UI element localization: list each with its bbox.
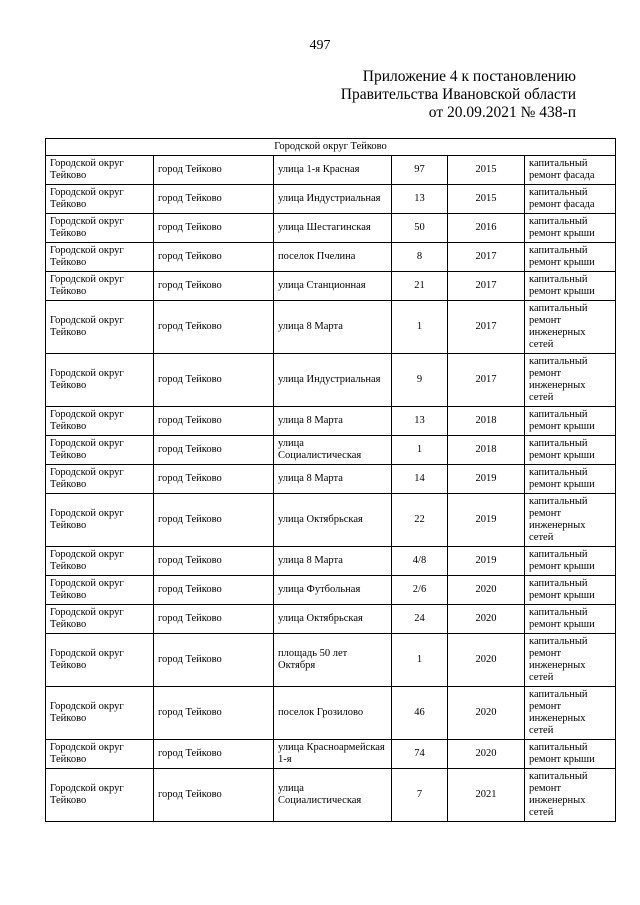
cell-year: 2017 [448, 301, 525, 354]
cell-town: город Тейково [154, 687, 274, 740]
cell-district: Городской округ Тейково [46, 769, 154, 822]
page-number: 497 [309, 38, 331, 53]
cell-town: город Тейково [154, 740, 274, 769]
cell-street: улица Шестагинская [274, 214, 392, 243]
cell-street: улица Социалистическая [274, 769, 392, 822]
table-row [46, 605, 616, 634]
cell-town: город Тейково [154, 407, 274, 436]
cell-work-type: капитальный ремонт крыши [525, 214, 616, 243]
cell-house-number: 8 [392, 243, 448, 272]
cell-street: улица Октябрьская [274, 605, 392, 634]
cell-year: 2018 [448, 436, 525, 465]
cell-town: город Тейково [154, 494, 274, 547]
cell-work-type: капитальный ремонт инженерных сетей [525, 301, 616, 354]
cell-year: 2020 [448, 634, 525, 687]
cell-district: Городской округ Тейково [46, 465, 154, 494]
table-row [46, 465, 616, 494]
cell-street: улица 8 Марта [274, 301, 392, 354]
table-row [46, 301, 616, 354]
cell-house-number: 4/8 [392, 547, 448, 576]
cell-town: город Тейково [154, 465, 274, 494]
cell-work-type: капитальный ремонт инженерных сетей [525, 687, 616, 740]
cell-district: Городской округ Тейково [46, 687, 154, 740]
table-row [46, 494, 616, 547]
cell-town: город Тейково [154, 243, 274, 272]
table-row [46, 156, 616, 185]
cell-year: 2019 [448, 547, 525, 576]
cell-street: улица Красноармейская 1-я [274, 740, 392, 769]
cell-work-type: капитальный ремонт крыши [525, 272, 616, 301]
cell-work-type: капитальный ремонт крыши [525, 436, 616, 465]
cell-work-type: капитальный ремонт крыши [525, 605, 616, 634]
cell-district: Городской округ Тейково [46, 634, 154, 687]
cell-street: улица 1-я Красная [274, 156, 392, 185]
cell-work-type: капитальный ремонт инженерных сетей [525, 769, 616, 822]
cell-work-type: капитальный ремонт фасада [525, 185, 616, 214]
cell-house-number: 9 [392, 354, 448, 407]
cell-year: 2015 [448, 156, 525, 185]
cell-house-number: 46 [392, 687, 448, 740]
cell-house-number: 50 [392, 214, 448, 243]
cell-district: Городской округ Тейково [46, 301, 154, 354]
cell-year: 2020 [448, 687, 525, 740]
cell-year: 2019 [448, 494, 525, 547]
cell-house-number: 13 [392, 407, 448, 436]
cell-town: город Тейково [154, 547, 274, 576]
cell-house-number: 97 [392, 156, 448, 185]
cell-district: Городской округ Тейково [46, 156, 154, 185]
table-row [46, 634, 616, 687]
cell-district: Городской округ Тейково [46, 436, 154, 465]
table-row [46, 185, 616, 214]
cell-district: Городской округ Тейково [46, 272, 154, 301]
cell-district: Городской округ Тейково [46, 605, 154, 634]
cell-town: город Тейково [154, 301, 274, 354]
cell-street: улица Октябрьская [274, 494, 392, 547]
cell-year: 2020 [448, 576, 525, 605]
cell-house-number: 74 [392, 740, 448, 769]
table-row [46, 436, 616, 465]
cell-house-number: 1 [392, 301, 448, 354]
group-header-row [46, 139, 616, 156]
table-row [46, 407, 616, 436]
cell-district: Городской округ Тейково [46, 185, 154, 214]
table-row [46, 547, 616, 576]
appendix-header [341, 68, 576, 122]
cell-work-type: капитальный ремонт инженерных сетей [525, 634, 616, 687]
cell-street: улица 8 Марта [274, 465, 392, 494]
cell-house-number: 7 [392, 769, 448, 822]
table-row [46, 687, 616, 740]
cell-town: город Тейково [154, 634, 274, 687]
cell-street: улица 8 Марта [274, 547, 392, 576]
table-row [46, 576, 616, 605]
cell-year: 2020 [448, 605, 525, 634]
cell-house-number: 13 [392, 185, 448, 214]
cell-year: 2018 [448, 407, 525, 436]
cell-work-type: капитальный ремонт инженерных сетей [525, 494, 616, 547]
cell-district: Городской округ Тейково [46, 576, 154, 605]
appendix-line-2: Правительства Ивановской области [340, 86, 576, 103]
cell-house-number: 24 [392, 605, 448, 634]
cell-district: Городской округ Тейково [46, 740, 154, 769]
cell-house-number: 2/6 [392, 576, 448, 605]
table-row [46, 769, 616, 822]
cell-town: город Тейково [154, 769, 274, 822]
cell-town: город Тейково [154, 214, 274, 243]
cell-district: Городской округ Тейково [46, 354, 154, 407]
cell-house-number: 1 [392, 634, 448, 687]
cell-district: Городской округ Тейково [46, 214, 154, 243]
cell-work-type: капитальный ремонт инженерных сетей [525, 354, 616, 407]
cell-year: 2020 [448, 740, 525, 769]
cell-work-type: капитальный ремонт крыши [525, 576, 616, 605]
cell-work-type: капитальный ремонт фасада [525, 156, 616, 185]
cell-house-number: 21 [392, 272, 448, 301]
cell-street: улица Станционная [274, 272, 392, 301]
cell-town: город Тейково [154, 605, 274, 634]
cell-work-type: капитальный ремонт крыши [525, 407, 616, 436]
objects-table [45, 138, 616, 822]
table-row [46, 214, 616, 243]
cell-street: улица Индустриальная [274, 354, 392, 407]
cell-street: улица Социалистическая [274, 436, 392, 465]
cell-year: 2017 [448, 243, 525, 272]
cell-year: 2017 [448, 354, 525, 407]
appendix-line-1: Приложение 4 к постановлению [362, 68, 576, 85]
cell-town: город Тейково [154, 272, 274, 301]
cell-year: 2021 [448, 769, 525, 822]
cell-year: 2019 [448, 465, 525, 494]
cell-street: поселок Грозилово [274, 687, 392, 740]
table-row [46, 354, 616, 407]
cell-year: 2015 [448, 185, 525, 214]
cell-street: поселок Пчелина [274, 243, 392, 272]
table-body [46, 139, 616, 822]
cell-district: Городской округ Тейково [46, 407, 154, 436]
cell-work-type: капитальный ремонт крыши [525, 243, 616, 272]
cell-district: Городской округ Тейково [46, 494, 154, 547]
cell-year: 2016 [448, 214, 525, 243]
appendix-line-3: от 20.09.2021 № 438-п [428, 104, 576, 121]
cell-town: город Тейково [154, 354, 274, 407]
table-row [46, 243, 616, 272]
cell-town: город Тейково [154, 156, 274, 185]
cell-town: город Тейково [154, 436, 274, 465]
cell-house-number: 22 [392, 494, 448, 547]
group-title: Городской округ Тейково [46, 139, 616, 156]
cell-town: город Тейково [154, 576, 274, 605]
cell-district: Городской округ Тейково [46, 243, 154, 272]
cell-house-number: 1 [392, 436, 448, 465]
cell-street: улица 8 Марта [274, 407, 392, 436]
table-row [46, 272, 616, 301]
cell-street: улица Футбольная [274, 576, 392, 605]
cell-year: 2017 [448, 272, 525, 301]
cell-street: улица Индустриальная [274, 185, 392, 214]
table-row [46, 740, 616, 769]
cell-district: Городской округ Тейково [46, 547, 154, 576]
cell-town: город Тейково [154, 185, 274, 214]
cell-street: площадь 50 лет Октября [274, 634, 392, 687]
cell-house-number: 14 [392, 465, 448, 494]
cell-work-type: капитальный ремонт крыши [525, 547, 616, 576]
cell-work-type: капитальный ремонт крыши [525, 465, 616, 494]
cell-work-type: капитальный ремонт крыши [525, 740, 616, 769]
